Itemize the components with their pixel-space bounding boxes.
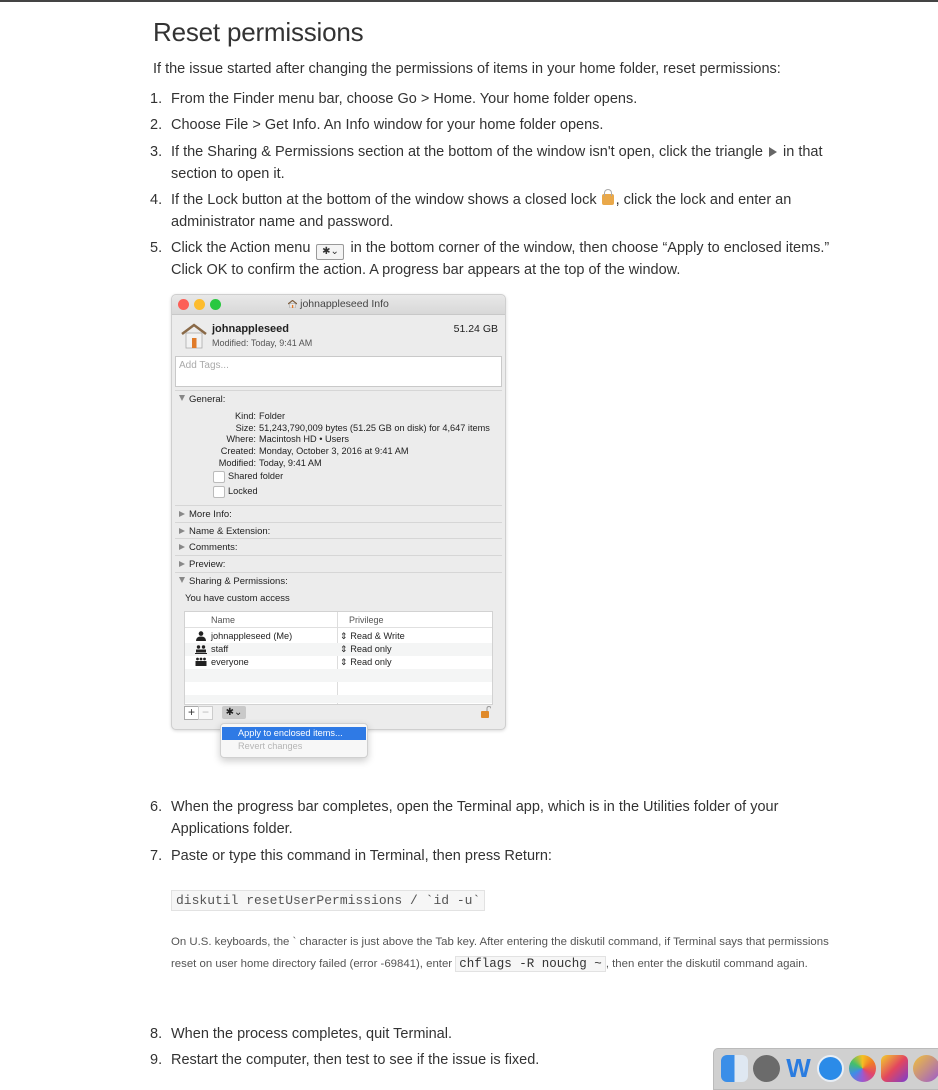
divider xyxy=(175,538,502,539)
final-cut-pro-icon[interactable] xyxy=(881,1055,908,1082)
item-name: johnappleseed xyxy=(212,323,290,335)
section-preview[interactable]: Preview: xyxy=(179,559,225,570)
item-modified: Modified: Today, 9:41 AM xyxy=(212,338,313,348)
step-number: 1. xyxy=(150,91,163,107)
disclosure-closed-icon xyxy=(179,528,185,534)
action-menu-icon: ✱⌄ xyxy=(316,244,344,260)
dock xyxy=(713,1048,938,1090)
section-name-extension[interactable]: Name & Extension: xyxy=(179,526,270,537)
section-more-info[interactable]: More Info: xyxy=(179,509,232,520)
step-number: 9. xyxy=(150,1052,163,1068)
disclosure-open-icon xyxy=(179,577,185,583)
step-text: Click the Action menu xyxy=(171,240,311,256)
table-row[interactable]: everyone ⇕ Read only xyxy=(185,656,492,669)
chflags-code[interactable]: chflags -R nouchg ~ xyxy=(455,956,606,972)
item-size: 51.24 GB xyxy=(453,323,498,335)
keyboard-note: On U.S. keyboards, the ` character is just above the Tab key. After entering the diskutil command, if Terminal says that permissions reset on user home directory failed (error -69841), enter chflags -R nouchg ~ , then enter the diskutil command again. xyxy=(171,936,829,971)
remove-user-button[interactable]: − xyxy=(198,706,213,720)
step-text: From the Finder menu bar, choose Go > Home. Your home folder opens. xyxy=(171,91,638,107)
step-text: Paste or type this command in Terminal, then press Return: xyxy=(171,848,552,864)
step-text: in the bottom corner of the window, then choose “Apply to enclosed items.” Click OK to confirm the action. A progress bar appears at the top of the window. xyxy=(171,240,830,278)
locked-checkbox[interactable] xyxy=(213,486,225,498)
window-title: johnappleseed Info xyxy=(300,298,389,310)
step-number: 6. xyxy=(150,799,163,815)
section-general[interactable]: General: xyxy=(179,394,225,405)
divider xyxy=(175,522,502,523)
step-number: 5. xyxy=(150,240,163,256)
add-user-button[interactable]: + xyxy=(184,706,199,720)
info-window xyxy=(171,294,506,730)
top-border xyxy=(0,0,938,2)
disclosure-closed-icon xyxy=(179,561,185,567)
divider xyxy=(175,505,502,506)
tags-field[interactable] xyxy=(175,356,502,387)
table-row-empty xyxy=(185,669,492,682)
page-title: Reset permissions xyxy=(153,17,364,47)
step-number: 4. xyxy=(150,192,163,208)
action-menu-button[interactable]: ✱⌄ xyxy=(222,706,246,719)
tags-placeholder: Add Tags... xyxy=(179,360,229,371)
unlocked-lock-icon[interactable] xyxy=(481,706,491,718)
detail-row: Created: Monday, October 3, 2016 at 9:41 AM xyxy=(220,446,409,456)
step-text: Restart the computer, then test to see if the issue is fixed. xyxy=(171,1052,540,1068)
disclosure-closed-icon xyxy=(179,511,185,517)
user-icon xyxy=(195,631,207,641)
step-text: If the Lock button at the bottom of the window shows a closed lock xyxy=(171,192,597,208)
permissions-table xyxy=(184,611,493,705)
disclosure-open-icon xyxy=(179,395,185,401)
menu-item-revert-changes: Revert changes xyxy=(238,741,303,751)
disclosure-triangle-icon xyxy=(769,147,777,157)
detail-row: Size: 51,243,790,009 bytes (51.25 GB on disk) for 4,647 items xyxy=(235,423,490,433)
divider xyxy=(175,390,502,391)
window-titlebar xyxy=(172,295,505,315)
table-row-empty xyxy=(185,695,492,703)
column-header-name[interactable]: Name xyxy=(211,615,236,625)
step-number: 8. xyxy=(150,1026,163,1042)
step-number: 3. xyxy=(150,144,163,160)
shared-folder-checkbox[interactable] xyxy=(213,471,225,483)
action-dropdown-menu xyxy=(220,723,368,758)
home-icon xyxy=(288,300,297,308)
step-text: , click the lock and enter an administrator name and password. xyxy=(171,192,792,230)
step-number: 2. xyxy=(150,117,163,133)
photos-icon[interactable] xyxy=(849,1055,876,1082)
intro-text: If the issue started after changing the permissions of items in your home folder, reset permissions: xyxy=(153,61,781,77)
disclosure-closed-icon xyxy=(179,544,185,550)
table-row[interactable]: johnappleseed (Me) ⇕ Read & Write xyxy=(185,630,492,643)
column-header-privilege[interactable]: Privilege xyxy=(349,615,384,625)
table-header xyxy=(185,612,492,628)
checkbox-label: Shared folder xyxy=(228,471,284,481)
group-icon xyxy=(195,644,207,654)
table-row[interactable]: staff ⇕ Read only xyxy=(185,643,492,656)
divider xyxy=(175,572,502,573)
step-number: 7. xyxy=(150,848,163,864)
detail-row: Kind: Folder xyxy=(235,411,286,421)
section-sharing-permissions[interactable]: Sharing & Permissions: xyxy=(179,576,288,587)
launchpad-icon[interactable] xyxy=(753,1055,780,1082)
lock-icon xyxy=(602,194,614,205)
menu-item-apply-to-enclosed[interactable]: Apply to enclosed items... xyxy=(222,727,366,740)
section-comments[interactable]: Comments: xyxy=(179,542,238,553)
step-text: Choose File > Get Info. An Info window for your home folder opens. xyxy=(171,117,604,133)
access-text: You have custom access xyxy=(185,593,290,604)
word-icon[interactable]: W xyxy=(786,1053,811,1083)
finder-icon[interactable] xyxy=(721,1055,748,1082)
step-text: When the progress bar completes, open the Terminal app, which is in the Utilities folder of your Applications folder. xyxy=(171,799,779,837)
motion-icon[interactable] xyxy=(913,1055,938,1082)
home-folder-icon xyxy=(181,322,207,350)
step-text: in that section to open it. xyxy=(171,144,823,182)
command-code-block[interactable]: diskutil resetUserPermissions / `id -u` xyxy=(171,890,485,911)
step-text: When the process completes, quit Terminal. xyxy=(171,1026,453,1042)
divider xyxy=(175,555,502,556)
detail-row: Modified: Today, 9:41 AM xyxy=(218,458,322,468)
checkbox-label: Locked xyxy=(228,486,258,496)
detail-row: Where: Macintosh HD • Users xyxy=(226,434,350,444)
everyone-icon xyxy=(195,657,207,667)
safari-icon[interactable] xyxy=(817,1055,844,1082)
step-text: If the Sharing & Permissions section at the bottom of the window isn't open, click the triangle xyxy=(171,144,763,160)
